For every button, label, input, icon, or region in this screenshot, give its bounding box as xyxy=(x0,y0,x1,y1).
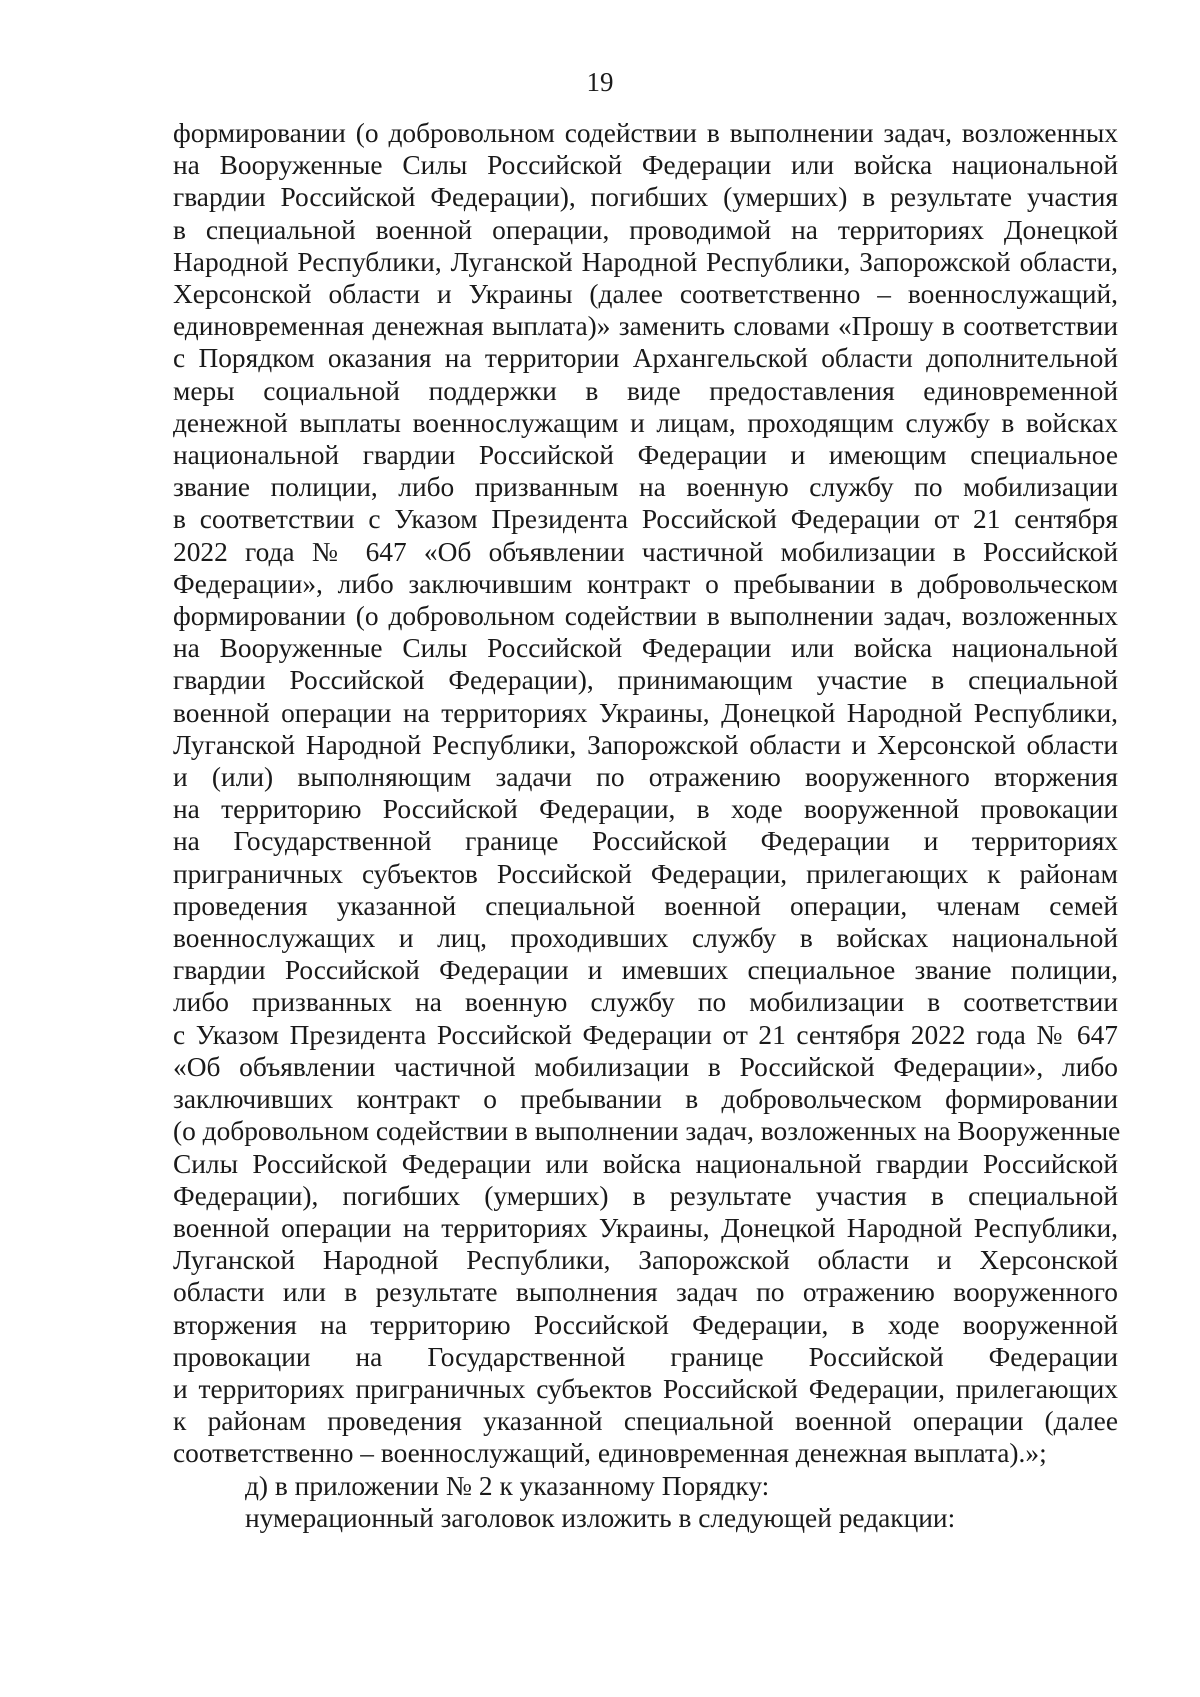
paragraph-line: гвардии Российской Федерации), погибших (умерших) в результате участия xyxy=(173,182,1118,213)
paragraph-line: Луганской Народной Республики, Запорожской области и Херсонской области xyxy=(173,729,1118,760)
document-body xyxy=(173,117,1121,1534)
paragraph-line: военной операции на территориях Украины, Донецкой Народной Республики, xyxy=(173,1212,1118,1243)
paragraph-line: вторжения на территорию Российской Федерации, в ходе вооруженной xyxy=(173,1309,1118,1340)
paragraph-line: к районам проведения указанной специальной военной операции (далее xyxy=(173,1406,1118,1437)
main-paragraph xyxy=(173,117,1121,1470)
paragraph-line: денежной выплаты военнослужащим и лицам, проходящим службу в войсках xyxy=(173,407,1118,438)
paragraph-line: с Указом Президента Российской Федерации от 21 сентября 2022 года № 647 xyxy=(173,1019,1118,1050)
page-number: 19 xyxy=(586,67,614,97)
paragraph-line: Луганской Народной Республики, Запорожской области и Херсонской xyxy=(173,1245,1118,1276)
paragraph-line: и (или) выполняющим задачи по отражению вооруженного вторжения xyxy=(173,762,1118,793)
paragraph-line-last: соответственно – военнослужащий, единовременная денежная выплата).»; xyxy=(173,1438,1047,1469)
paragraph-line: проведения указанной специальной военной операции, членам семей xyxy=(173,890,1118,921)
paragraph-line: и территориях приграничных субъектов Российской Федерации, прилегающих xyxy=(173,1373,1118,1404)
paragraph-line: на Вооруженные Силы Российской Федерации или войска национальной xyxy=(173,633,1118,664)
paragraph-line: провокации на Государственной границе Российской Федерации xyxy=(173,1341,1118,1372)
paragraph-line: на территорию Российской Федерации, в ходе вооруженной провокации xyxy=(173,794,1118,825)
paragraph-line: на Государственной границе Российской Федерации и территориях xyxy=(173,826,1118,857)
paragraph-line: единовременная денежная выплата)» заменить словами «Прошу в соответствии xyxy=(173,311,1118,342)
paragraph-line: «Об объявлении частичной мобилизации в Российской Федерации», либо xyxy=(173,1051,1118,1082)
paragraph-line: гвардии Российской Федерации), принимающим участие в специальной xyxy=(173,665,1118,696)
paragraph-line: в специальной военной операции, проводимой на территориях Донецкой xyxy=(173,214,1118,245)
paragraph-line: звание полиции, либо призванным на военную службу по мобилизации xyxy=(173,472,1118,503)
paragraph-line: Федерации», либо заключившим контракт о пребывании в добровольческом xyxy=(173,568,1118,599)
paragraph-line: национальной гвардии Российской Федерации и имеющим специальное xyxy=(173,440,1118,471)
paragraph-line: области или в результате выполнения задач по отражению вооруженного xyxy=(173,1277,1118,1308)
paragraph-line: (о добровольном содействии в выполнении задач, возложенных на Вооруженные xyxy=(173,1116,1121,1147)
paragraph-line: гвардии Российской Федерации и имевших специальное звание полиции, xyxy=(173,955,1118,986)
paragraph-line: формировании (о добровольном содействии в выполнении задач, возложенных xyxy=(173,601,1118,632)
paragraph-line: военной операции на территориях Украины, Донецкой Народной Республики, xyxy=(173,697,1118,728)
paragraph-line: либо призванных на военную службу по мобилизации в соответствии xyxy=(173,987,1118,1018)
paragraph-line: Силы Российской Федерации или войска национальной гвардии Российской xyxy=(173,1148,1118,1179)
paragraph-line: Херсонской области и Украины (далее соответственно – военнослужащий, xyxy=(173,279,1118,310)
paragraph-line: 2022 года № 647 «Об объявлении частичной мобилизации в Российской xyxy=(173,536,1118,567)
paragraph-line: военнослужащих и лиц, проходивших службу в войсках национальной xyxy=(173,923,1118,954)
numbering-heading-paragraph: нумерационный заголовок изложить в следующей редакции: xyxy=(245,1502,956,1533)
paragraph-line: формировании (о добровольном содействии в выполнении задач, возложенных xyxy=(173,118,1118,148)
paragraph-line: на Вооруженные Силы Российской Федерации или войска национальной xyxy=(173,150,1118,181)
paragraph-line: в соответствии с Указом Президента Российской Федерации от 21 сентября xyxy=(173,504,1118,535)
item-d-paragraph: д) в приложении № 2 к указанному Порядку: xyxy=(245,1470,770,1501)
paragraph-line: приграничных субъектов Российской Федерации, прилегающих к районам xyxy=(173,858,1118,889)
paragraph-line: Федерации), погибших (умерших) в результате участия в специальной xyxy=(173,1180,1118,1211)
paragraph-line: с Порядком оказания на территории Архангельской области дополнительной xyxy=(173,343,1118,374)
paragraph-line: Народной Республики, Луганской Народной Республики, Запорожской области, xyxy=(173,246,1118,277)
paragraph-line: заключивших контракт о пребывании в добровольческом формировании xyxy=(173,1084,1118,1115)
paragraph-line: меры социальной поддержки в виде предоставления единовременной xyxy=(173,375,1118,406)
